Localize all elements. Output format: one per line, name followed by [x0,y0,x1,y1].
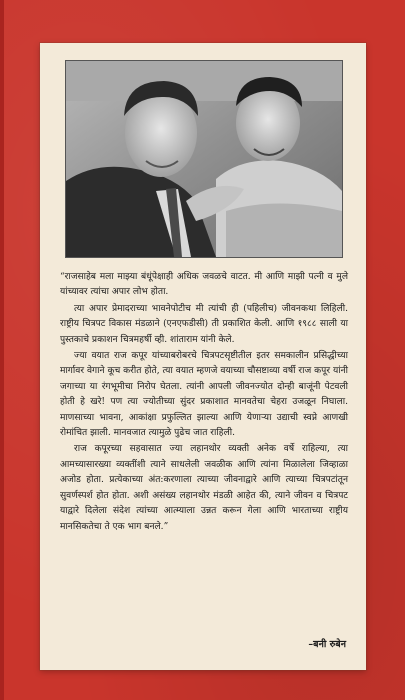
author-signature: –बनी रुबेन [308,639,346,650]
paragraph: राज कपूरच्या सहवासात ज्या लहानथोर व्यक्ती अनेक वर्षे राहिल्या, त्या आमच्यासारख्या व्यक्तींशी त्याने साधलेली जवळीक आणि त्यांना मिळालेला जिव्हाळा अजोड होता. प्रत्येकाच्या अंत:करणाला त्याच्या जीवनाद्वारे आणि त्याच्या चित्रपटांतून सुवर्णस्पर्श होत होता. अशी असंख्य लहानथोर मंडळी आहेत की, त्याने जीवन व चित्रपट याद्वारे दिलेला संदेश त्यांच्या आत्म्याला उन्नत करून गेला आणि भारताच्या राष्ट्रीय मानसिकतेचा ते एक भाग बनले.” [60,444,348,532]
paragraph: ज्या वयात राज कपूर यांच्याबरोबरचे चित्रपटसृष्टीतील इतर समकालीन प्रसिद्धीच्या मार्गावर वेगाने कूच करीत होते, त्या वयात म्हणजे वयाच्या चौसष्टाव्या वर्षी राज कपूर यांनी जगाच्या या रंगभूमीचा निरोप घेतला. त्यांनी आपली जीवनज्योत दोन्ही बाजूंनी पेटवली होती हे खरे! पण त्या ज्योतीच्या सुंदर प्रकाशात मानवतेचा चेहरा उजळून निघाला. माणसाच्या भावना, आकांक्षा प्रफुल्लित झाल्या आणि येणाऱ्या उद्याची स्वप्ने आणखी रोमांचित झाली. मानवजात त्यामुळे पुढेच जात राहिली. [60,351,348,439]
content-panel [40,43,366,670]
cover-edge [0,0,4,700]
portrait-photo [65,60,343,258]
paragraph: त्या अपार प्रेमादराच्या भावनेपोटीच मी त्यांची ही (पहिलीच) जीवनकथा लिहिली. राष्ट्रीय चित्रपट विकास मंडळाने (एनएफडीसी) ती प्रकाशित केली. आणि १९८८ साली या पुस्तकाचे प्रकाशन चित्रमहर्षी व्ही. शांताराम यांनी केले. [60,303,348,345]
paragraph: “राजसाहेब मला माझ्या बंधूंपेक्षाही अधिक जवळचे वाटत. मी आणि माझी पत्नी व मुले यांच्यावर त्यांचा अपार लोभ होता. [60,272,348,298]
biography-text [60,270,348,536]
